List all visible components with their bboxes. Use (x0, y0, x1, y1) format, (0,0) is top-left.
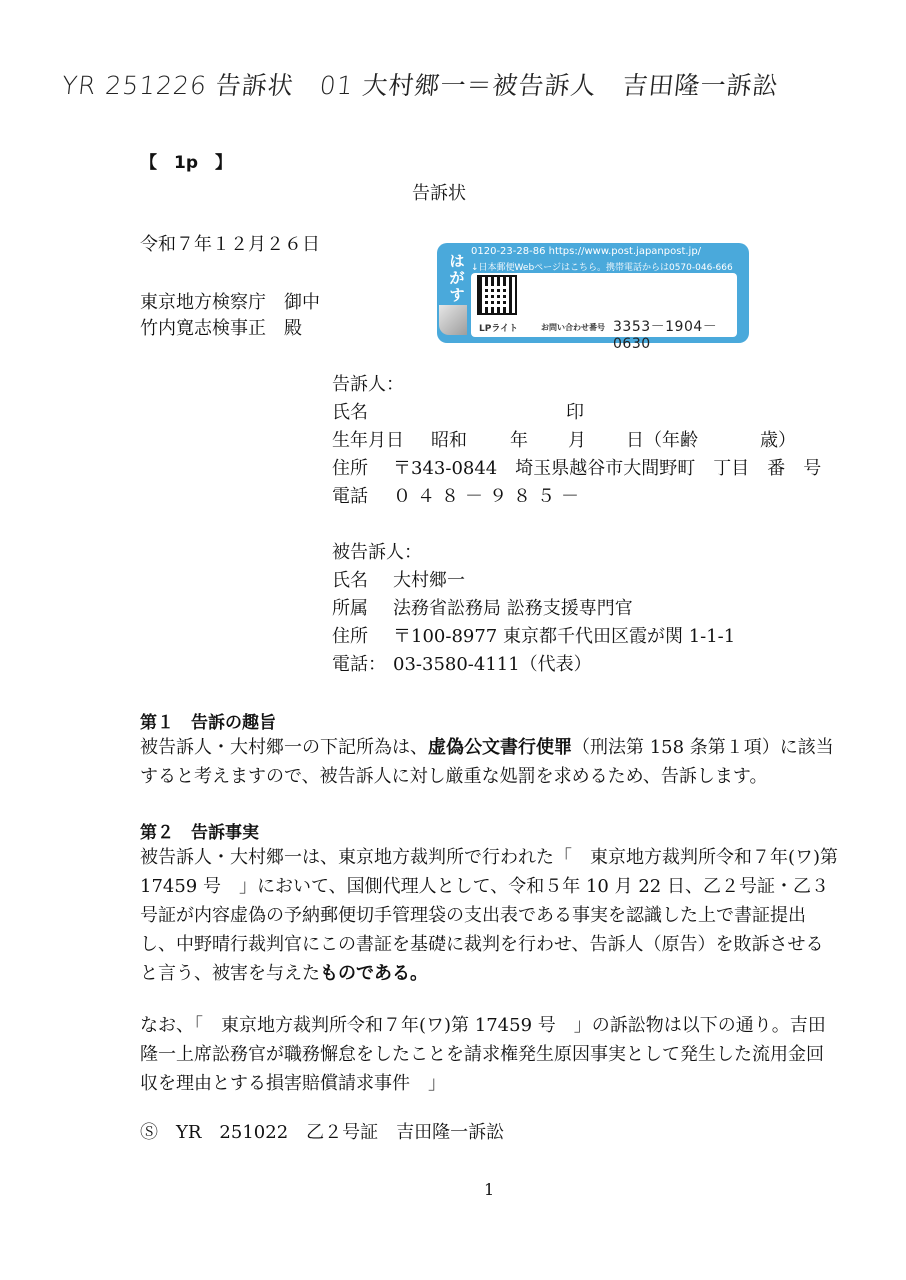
qr-code-icon (479, 277, 515, 313)
postal-tracking-sticker (437, 243, 749, 352)
sticker-peel-label: はがす (449, 252, 465, 304)
complainant-birth-era: 昭和 (431, 430, 467, 451)
complainant-birth-year: 年 (510, 430, 528, 451)
complainant-seal: 印 (566, 402, 584, 423)
section1-heading: 第１ 告訴の趣旨 (140, 713, 276, 733)
sticker-contact-line: 0120-23-28-86 https://www.post.japanpost.jp/ (471, 246, 702, 257)
complainant-phone: ０４８－９８５－ (393, 486, 585, 507)
complainant-address: 〒343-0844 埼玉県越谷市大間野町 丁目 番 号 (393, 458, 822, 479)
complainant-address-label: 住所 (332, 458, 368, 479)
accused-address: 〒100-8977 東京都千代田区霞が関 1-1-1 (393, 626, 736, 647)
accused-address-label: 住所 (332, 626, 368, 647)
complainant-birth-day: 日（年齢 (626, 430, 698, 451)
page-marker: 【 1p 】 (140, 153, 232, 173)
sticker-service-name: LPライト (479, 324, 519, 334)
complainant-birth-month: 月 (568, 430, 586, 451)
accused-header: 被告訴人： (332, 542, 422, 563)
sticker-inquiry-label: お問い合わせ番号 (541, 323, 605, 332)
complainant-header: 告訴人： (332, 374, 404, 395)
addressee-person: 竹内寛志検事正 殿 (140, 318, 302, 339)
tracking-number: 3353－1904－0630 (613, 319, 718, 352)
sticker-info-line: ↓日本郵便Webページはこちら。携帯電話からは0570-046-666 (471, 263, 733, 273)
complainant-age-unit: 歳） (760, 430, 796, 451)
section1-crime-name: 虚偽公文書行使罪 (428, 737, 572, 758)
page-number: 1 (484, 1180, 495, 1199)
complainant-birth-label: 生年月日 (332, 430, 404, 451)
accused-affiliation-label: 所属 (332, 598, 368, 619)
complainant-name-label: 氏名 (332, 402, 368, 423)
section1-text: 被告訴人・大村郷一の下記所為は、 (140, 737, 428, 758)
complainant-phone-label: 電話 (332, 486, 368, 507)
accused-name: 大村郷一 (393, 570, 465, 591)
section2-body (140, 843, 840, 988)
footer-reference: Ⓢ YR 251022 乙２号証 吉田隆一訴訟 (140, 1122, 505, 1143)
section2-text: 被告訴人・大村郷一は、東京地方裁判所で行われた「 東京地方裁判所令和７年(ワ)第 17459 号 」において、国側代理人として、令和５年 10 月 22 日、乙２号証・乙３号証が内容虚偽の予納郵便切手管理袋の支出表である事実を認識した上で書証提出し、中野晴行裁判官にこの書証を基礎に裁判を行わせ、告訴人（原告）を敗訴させると言う、被害を与えた (140, 847, 839, 984)
accused-phone-label: 電話： (332, 654, 386, 675)
accused-affiliation: 法務省訟務局 訟務支援専門官 (393, 598, 633, 619)
document-date: 令和７年１２月２６日 (140, 234, 320, 255)
accused-phone: 03-3580-4111（代表） (393, 654, 592, 675)
addressee-office: 東京地方検察庁 御中 (140, 292, 320, 313)
peel-corner-icon (439, 305, 467, 335)
section2-text-end: ものである。 (320, 963, 428, 984)
doc-title: 告訴状 (412, 183, 466, 204)
accused-name-label: 氏名 (332, 570, 368, 591)
section1-body (140, 733, 840, 791)
handwritten-title: YR 251226 告訴状 01 大村郷一＝被告訴人 吉田隆一訴訟 (60, 71, 781, 100)
note-paragraph: なお、「 東京地方裁判所令和７年(ワ)第 17459 号 」の訴訟物は以下の通り。吉田隆一上席訟務官が職務懈怠をしたことを請求権発生原因事実として発生した流用金回収を理由とする損害賠償請求事件 」 (140, 1015, 826, 1094)
section1-text-cont: （刑法第 158 条第１項）に該当すると考えますので、被告訴人に対し厳重な処罰を求めるため、告訴します。 (140, 737, 834, 787)
section2-heading: 第２ 告訴事実 (140, 823, 259, 843)
sticker-label-area (471, 273, 737, 352)
